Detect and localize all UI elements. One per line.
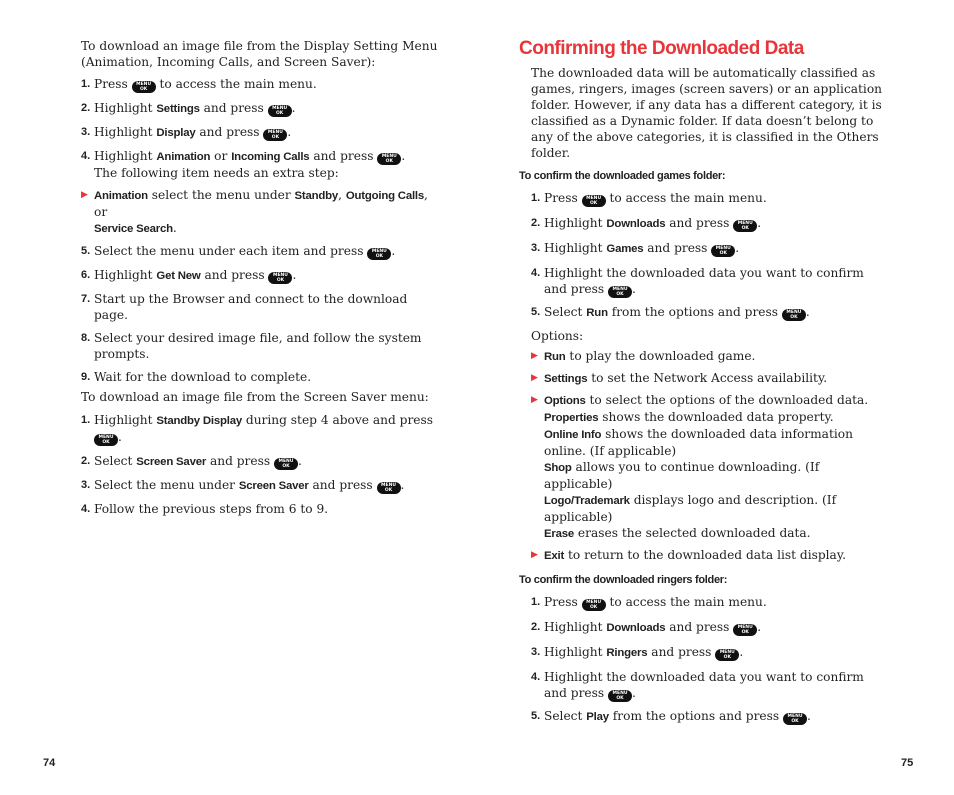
right-page	[519, 38, 889, 725]
page-number-left: 74	[43, 757, 56, 769]
ringers-step-5: 5. Select Play from the options and press MENU OK .	[531, 709, 811, 724]
option-exit: ▶ Exit to return to the downloaded data list display.	[531, 548, 846, 562]
menu-ok-key-icon: MENU OK	[582, 599, 606, 611]
ringers-step-2: 2. Highlight Downloads and press MENU OK .	[531, 620, 762, 635]
step-6: 6. Highlight Get New and press MENU OK .	[81, 268, 297, 283]
intro-text: To download an image file from the Display Setting Menu (Animation, Incoming Calls, and Screen Saver):	[81, 39, 438, 69]
games-steps	[519, 190, 889, 564]
games-step-3: 3. Highlight Games and press MENU OK .	[531, 241, 740, 256]
option-run: ▶ Run to play the downloaded game.	[531, 349, 756, 363]
menu-ok-key-icon: MENU OK	[377, 482, 401, 494]
ringers-step-3: 3. Highlight Ringers and press MENU OK .	[531, 645, 744, 660]
extra-step-bullet: ▶ Animation select the menu under Standby, Outgoing Calls, or Service Search.	[81, 188, 428, 235]
menu-ok-key-icon: MENU OK	[782, 309, 806, 321]
ringers-subheading: To confirm the downloaded ringers folder:	[519, 574, 728, 586]
step-2: 2. Highlight Settings and press MENU OK .	[81, 101, 296, 116]
ringers-steps	[519, 594, 889, 725]
menu-ok-key-icon: MENU OK	[733, 624, 757, 636]
step-9: 9. Wait for the download to complete.	[81, 370, 312, 384]
ringers-step-1: 1. Press MENU OK to access the main menu.	[531, 595, 767, 610]
menu-ok-key-icon: MENU OK	[132, 81, 156, 93]
section-title: Confirming the Downloaded Data	[519, 38, 804, 59]
games-step-5: 5. Select Run from the options and press MENU OK .	[531, 305, 810, 320]
left-page	[81, 38, 441, 517]
menu-ok-key-icon: MENU OK	[268, 105, 292, 117]
ss-step-1: 1. Highlight Standby Display during step 4 above and press MENU OK .	[81, 413, 433, 445]
ss-step-3: 3. Select the menu under Screen Saver and press MENU OK .	[81, 478, 405, 493]
ringers-step-4: 4. Highlight the downloaded data you want to confirm and press MENU OK .	[531, 670, 864, 701]
games-step-1: 1. Press MENU OK to access the main menu.	[531, 191, 767, 206]
triangle-right-icon: ▶	[531, 550, 538, 560]
menu-ok-key-icon: MENU OK	[608, 690, 632, 702]
step-8: 8. Select your desired image file, and follow the system prompts.	[81, 331, 422, 361]
menu-ok-key-icon: MENU OK	[274, 458, 298, 470]
step-4: 4. Highlight Animation or Incoming Calls and press MENU OK . The following item needs an extra step:	[81, 149, 406, 180]
triangle-right-icon: ▶	[531, 395, 538, 405]
triangle-right-icon: ▶	[531, 373, 538, 383]
triangle-right-icon: ▶	[81, 190, 88, 200]
menu-ok-key-icon: MENU OK	[715, 649, 739, 661]
games-step-4: 4. Highlight the downloaded data you want to confirm and press MENU OK .	[531, 266, 864, 297]
menu-ok-key-icon: MENU OK	[263, 129, 287, 141]
step-5: 5. Select the menu under each item and press MENU OK .	[81, 244, 396, 259]
page-number-right: 75	[901, 757, 914, 769]
menu-ok-key-icon: MENU OK	[711, 245, 735, 257]
ss-step-4: 4. Follow the previous steps from 6 to 9.	[81, 502, 329, 516]
ss-step-2: 2. Select Screen Saver and press MENU OK .	[81, 454, 302, 469]
option-settings: ▶ Settings to set the Network Access availability.	[531, 371, 828, 385]
options-label: Options:	[531, 329, 584, 343]
games-step-2: 2. Highlight Downloads and press MENU OK .	[531, 216, 762, 231]
menu-ok-key-icon: MENU OK	[367, 248, 391, 260]
option-options: ▶ Options to select the options of the downloaded data. Properties shows the downloaded data property. Online Info shows the downloaded data information online. (If applicable) Shop allows you to continue downloading. (If applicable) Logo/Trademark displays logo and description. (If applicable) Erase erases the selected downloaded data.	[531, 393, 869, 540]
menu-ok-key-icon: MENU OK	[582, 195, 606, 207]
section-intro: The downloaded data will be automatically classified as games, ringers, images (screen savers) or an application folder. However, if any data has a different category, it is classified as a Dynamic folder. If data doesn’t belong to any of the above categories, it is classified in the Others folder.	[531, 66, 883, 160]
menu-ok-key-icon: MENU OK	[608, 286, 632, 298]
menu-ok-key-icon: MENU OK	[94, 434, 118, 446]
screen-saver-intro: To download an image file from the Screen Saver menu:	[81, 390, 429, 404]
step-3: 3. Highlight Display and press MENU OK .	[81, 125, 292, 140]
step-1: 1. Press MENU OK to access the main menu.	[81, 77, 317, 92]
menu-ok-key-icon: MENU OK	[783, 713, 807, 725]
menu-ok-key-icon: MENU OK	[268, 272, 292, 284]
step-7: 7. Start up the Browser and connect to the download page.	[81, 292, 408, 322]
menu-ok-key-icon: MENU OK	[377, 153, 401, 165]
menu-ok-key-icon: MENU OK	[733, 220, 757, 232]
triangle-right-icon: ▶	[531, 351, 538, 361]
games-subheading: To confirm the downloaded games folder:	[519, 170, 726, 182]
